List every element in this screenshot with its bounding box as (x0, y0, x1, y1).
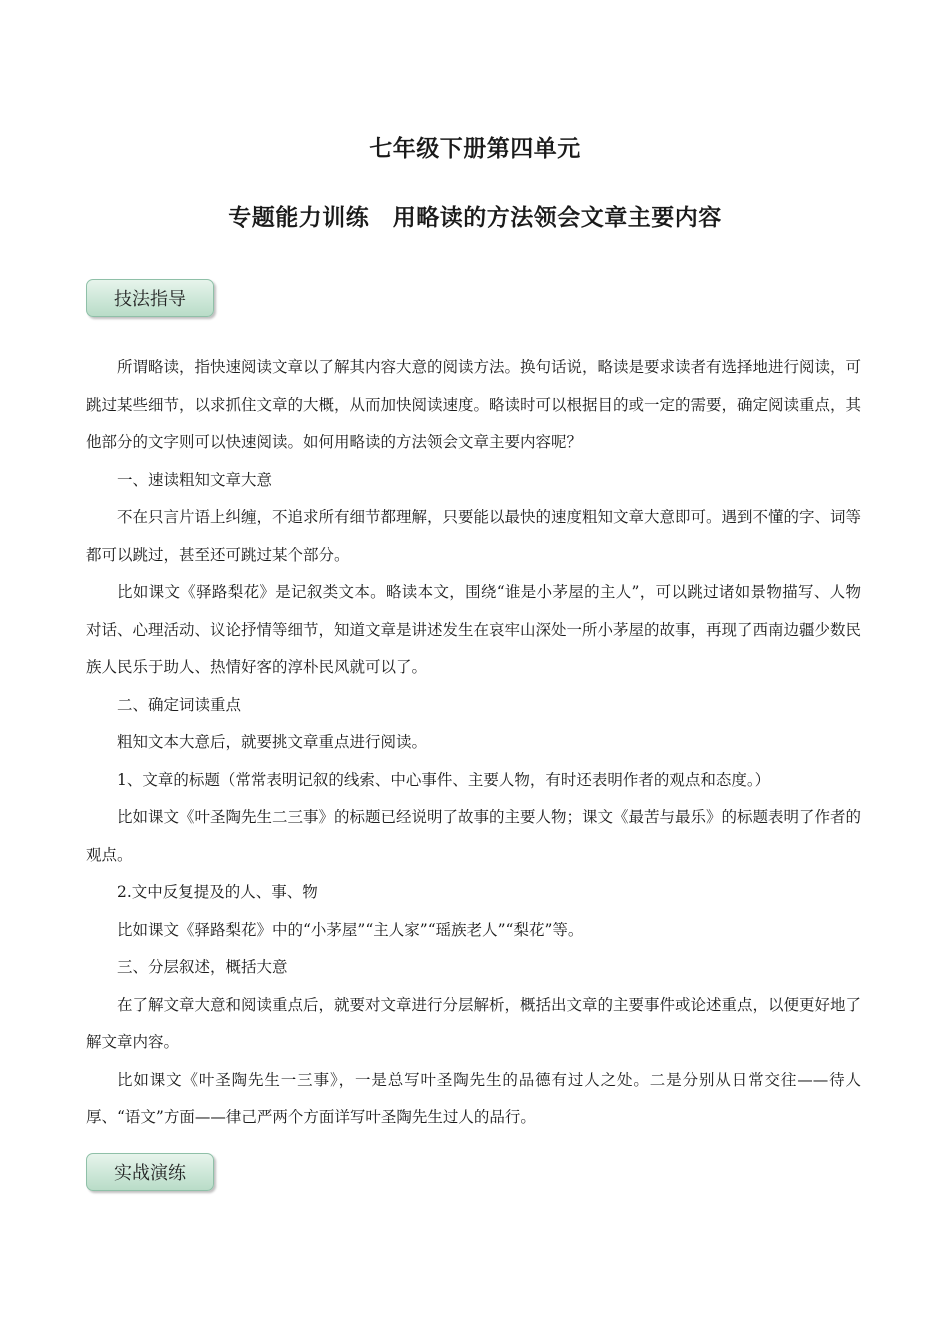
paragraph: 比如课文《驿路梨花》是记叙类文本。略读本文，围绕“谁是小茅屋的主人”，可以跳过诸如景物描写、人物对话、心理活动、议论抒情等细节，知道文章是讲述发生在哀牢山深处一所小茅屋的故事，再现了西南边疆少数民族人民乐于助人、热情好客的淳朴民风就可以了。 (86, 583, 862, 676)
body-text (86, 349, 861, 1137)
section-tab-technique-guide: 技法指导 (86, 279, 214, 317)
section-tab-practice: 实战演练 (86, 1153, 214, 1191)
paragraph-heading: 二、确定词读重点 (117, 695, 242, 714)
paragraph: 比如课文《驿路梨花》中的“小茅屋”“主人家”“瑶族老人”“梨花”等。 (117, 920, 584, 939)
paragraph: 在了解文章大意和阅读重点后，就要对文章进行分层解析，概括出文章的主要事件或论述重点，以便更好地了解文章内容。 (86, 995, 862, 1051)
paragraph: 所谓略读，指快速阅读文章以了解其内容大意的阅读方法。换句话说，略读是要求读者有选择地进行阅读，可跳过某些细节，以求抓住文章的大概，从而加快阅读速度。略读时可以根据目的或一定的需要，确定阅读重点，其他部分的文字则可以快速阅读。如何用略读的方法领会文章主要内容呢？ (86, 358, 862, 451)
paragraph-heading: 一、速读粗知文章大意 (117, 470, 273, 489)
paragraph: 粗知文本大意后，就要挑文章重点进行阅读。 (117, 733, 428, 751)
document-title: 七年级下册第四单元 (369, 136, 581, 162)
paragraph: 2.文中反复提及的人、事、物 (117, 883, 318, 901)
document-subtitle: 专题能力训练 用略读的方法领会文章主要内容 (228, 205, 722, 231)
paragraph: 不在只言片语上纠缠，不追求所有细节都理解，只要能以最快的速度粗知文章大意即可。遇到不懂的字、词等都可以跳过，甚至还可跳过某个部分。 (86, 508, 862, 564)
paragraph: 比如课文《叶圣陶先生二三事》的标题已经说明了故事的主要人物；课文《最苦与最乐》的标题表明了作者的观点。 (86, 808, 862, 864)
paragraph: 比如课文《叶圣陶先生一三事》，一是总写叶圣陶先生的品德有过人之处。二是分别从日常交往——待人厚、“语文”方面——律己严两个方面详写叶圣陶先生过人的品行。 (86, 1070, 861, 1126)
paragraph: 1、文章的标题（常常表明记叙的线索、中心事件、主要人物，有时还表明作者的观点和态度。） (117, 770, 771, 789)
paragraph-heading: 三、分层叙述，概括大意 (117, 958, 288, 976)
